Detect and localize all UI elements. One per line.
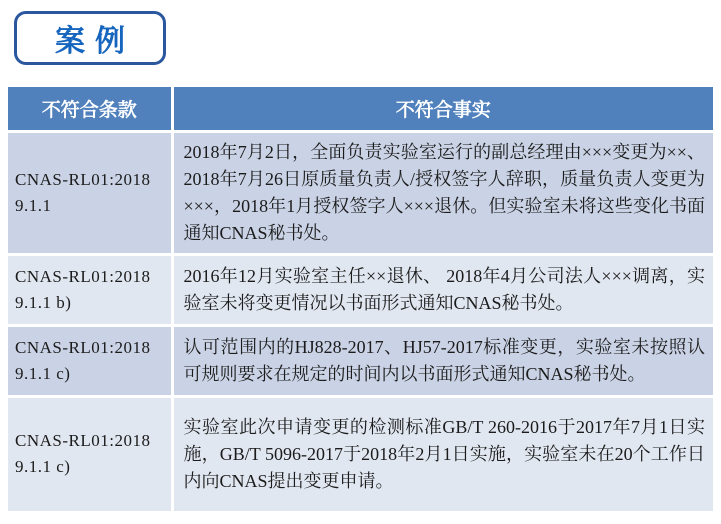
table-row — [8, 255, 713, 326]
clause-detail: 9.1.1 b) — [15, 293, 72, 312]
column-header-clause: 不符合条款 — [8, 87, 172, 132]
table-row — [8, 397, 713, 511]
table-row — [8, 132, 713, 255]
fact-cell: 实验室此次申请变更的检测标准GB/T 260-2016于2017年7月1日实施，GB/T 5096-2017于2018年2月1日实施，实验室未在20个工作日内向CNAS提出变更申请。 — [172, 397, 713, 511]
clause-detail: 9.1.1 — [15, 196, 52, 215]
table-header-row — [8, 87, 713, 132]
clause-detail: 9.1.1 c) — [15, 364, 71, 383]
clause-cell — [8, 132, 172, 255]
clause-code: CNAS-RL01:2018 — [15, 431, 151, 451]
fact-cell: 2016年12月实验室主任××退休、 2018年4月公司法人×××调离，实验室未将变更情况以书面形式通知CNAS秘书处。 — [172, 255, 713, 326]
clause-cell — [8, 326, 172, 397]
clause-code: CNAS-RL01:2018 — [15, 267, 151, 286]
case-title-box — [14, 11, 166, 65]
table-row — [8, 326, 713, 397]
clause-code: CNAS-RL01:2018 — [15, 338, 151, 357]
column-header-fact: 不符合事实 — [172, 87, 713, 132]
fact-cell: 2018年7月2日，全面负责实验室运行的副总经理由×××变更为××、2018年7月26日原质量负责人/授权签字人辞职，质量负责人变更为×××，2018年1月授权签字人×××退休。但实验室未将这些变化书面通知CNAS秘书处。 — [172, 132, 713, 255]
clause-cell — [8, 397, 172, 511]
nonconformity-table — [8, 87, 713, 511]
fact-cell: 认可范围内的HJ828-2017、HJ57-2017标准变更，实验室未按照认可规则要求在规定的时间内以书面形式通知CNAS秘书处。 — [172, 326, 713, 397]
page-title: 案例 — [55, 25, 135, 58]
clause-detail: 9.1.1 c) — [15, 457, 71, 477]
clause-code: CNAS-RL01:2018 — [15, 170, 151, 189]
clause-cell — [8, 255, 172, 326]
